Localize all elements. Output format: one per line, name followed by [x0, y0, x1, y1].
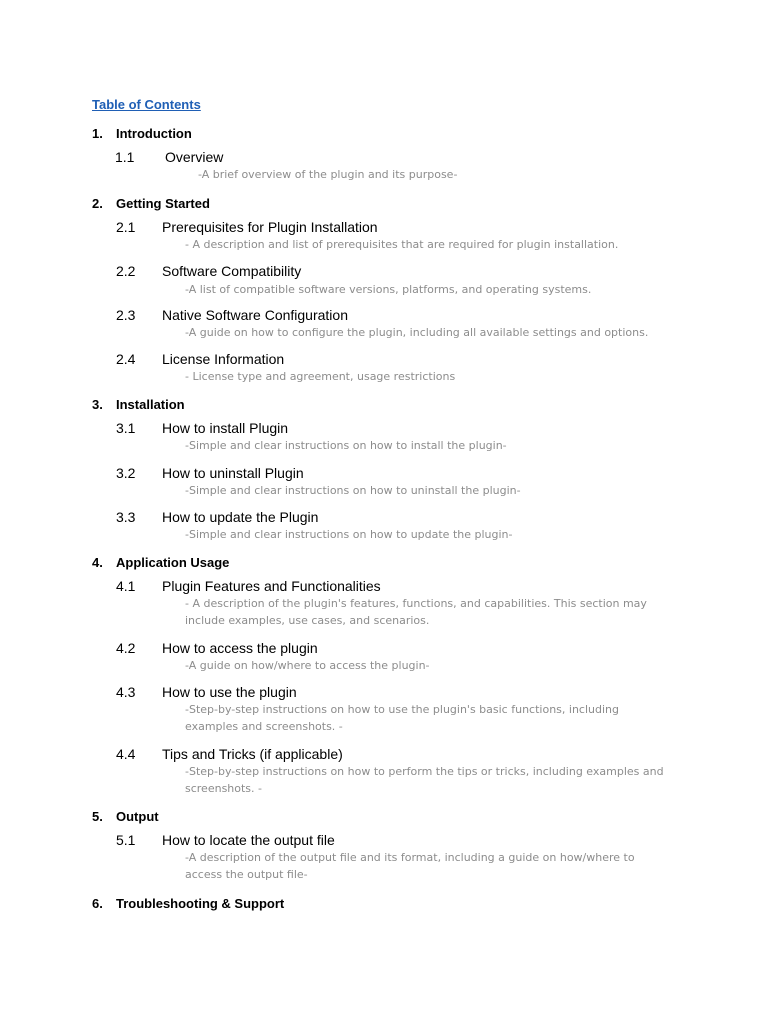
subsection-5-1-number: 5.1 [116, 832, 136, 848]
subsection-2-3-title: Native Software Configuration [162, 307, 348, 323]
subsection-2-2-number: 2.2 [116, 263, 136, 279]
subsection-3-3-number: 3.3 [116, 509, 136, 525]
subsection-1-1-description: -A brief overview of the plugin and its purpose- [198, 168, 458, 181]
subsection-5-1-description: -A description of the output file and its format, including a guide on how/where to access the output file- [185, 851, 635, 881]
subsection-4-3-description: -Step-by-step instructions on how to use the plugin's basic functions, including examples and screenshots. - [185, 703, 619, 733]
section-6-title: Troubleshooting & Support [116, 896, 285, 911]
section-1-number: 1. [92, 126, 103, 141]
subsection-2-4-number: 2.4 [116, 351, 136, 367]
subsection-4-3-title: How to use the plugin [162, 684, 297, 700]
section-5-title: Output [116, 809, 159, 824]
subsection-4-1-title: Plugin Features and Functionalities [162, 578, 381, 594]
subsection-1-1-number: 1.1 [115, 149, 135, 165]
subsection-2-1-title: Prerequisites for Plugin Installation [162, 219, 378, 235]
section-4-number: 4. [92, 555, 103, 570]
section-3-number: 3. [92, 397, 103, 412]
subsection-3-3-title: How to update the Plugin [162, 509, 319, 525]
subsection-2-1-description: - A description and list of prerequisites that are required for plugin installation. [185, 238, 619, 251]
subsection-3-1-description: -Simple and clear instructions on how to install the plugin- [185, 439, 507, 452]
subsection-2-3-number: 2.3 [116, 307, 136, 323]
subsection-2-4-description: - License type and agreement, usage restrictions [185, 370, 456, 383]
subsection-5-1-title: How to locate the output file [162, 832, 335, 848]
subsection-2-4-title: License Information [162, 351, 285, 367]
subsection-4-3-number: 4.3 [116, 684, 136, 700]
subsection-2-2-title: Software Compatibility [162, 263, 302, 279]
section-4-title: Application Usage [116, 555, 230, 570]
subsection-4-4-number: 4.4 [116, 746, 136, 762]
subsection-4-2-title: How to access the plugin [162, 640, 318, 656]
section-5-number: 5. [92, 809, 103, 824]
section-1-title: Introduction [116, 126, 192, 141]
subsection-4-2-number: 4.2 [116, 640, 136, 656]
subsection-2-1-number: 2.1 [116, 219, 136, 235]
subsection-4-4-description: -Step-by-step instructions on how to perform the tips or tricks, including examples and screenshots. - [185, 765, 664, 795]
subsection-4-1-number: 4.1 [116, 578, 136, 594]
subsection-3-1-title: How to install Plugin [162, 420, 289, 436]
section-3-title: Installation [116, 397, 185, 412]
subsection-3-1-number: 3.1 [116, 420, 136, 436]
subsection-4-1-description: - A description of the plugin's features, functions, and capabilities. This section may include examples, use cases, and scenarios. [185, 597, 647, 627]
subsection-1-1-title: Overview [165, 149, 224, 165]
toc-title-link[interactable]: Table of Contents [92, 97, 201, 112]
subsection-2-3-description: -A guide on how to configure the plugin, including all available settings and options. [185, 326, 649, 339]
subsection-3-3-description: -Simple and clear instructions on how to update the plugin- [185, 528, 513, 541]
subsection-3-2-title: How to uninstall Plugin [162, 465, 304, 481]
section-2-title: Getting Started [116, 196, 210, 211]
subsection-2-2-description: -A list of compatible software versions, platforms, and operating systems. [185, 283, 592, 296]
subsection-3-2-number: 3.2 [116, 465, 136, 481]
subsection-4-4-title: Tips and Tricks (if applicable) [162, 746, 343, 762]
subsection-3-2-description: -Simple and clear instructions on how to uninstall the plugin- [185, 484, 521, 497]
section-6-number: 6. [92, 896, 103, 911]
section-2-number: 2. [92, 196, 103, 211]
subsection-4-2-description: -A guide on how/where to access the plugin- [185, 659, 430, 672]
